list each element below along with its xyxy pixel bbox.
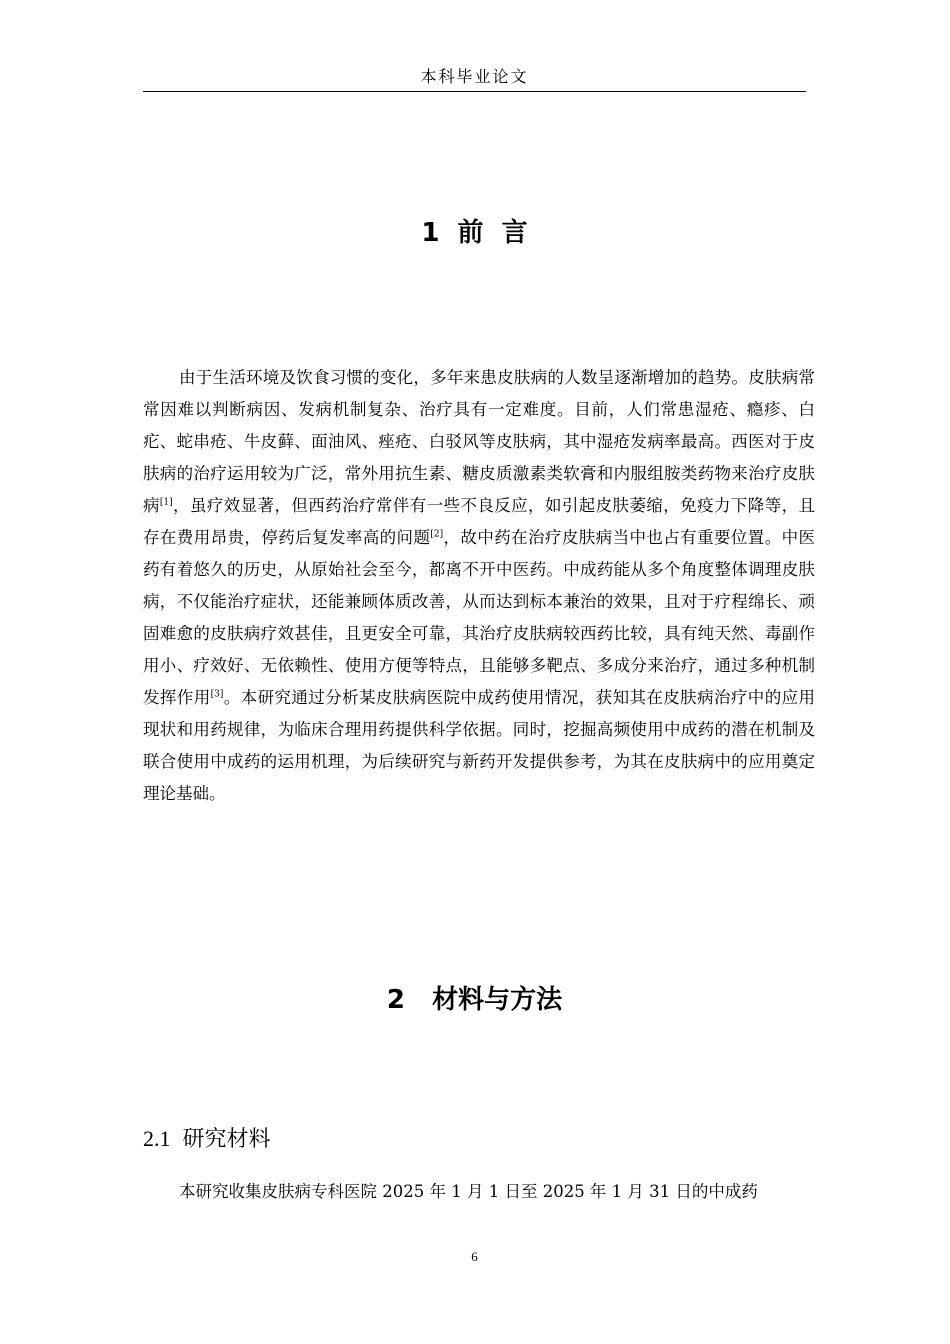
citation-2[interactable]: [2] — [430, 529, 444, 540]
citation-1[interactable]: [1] — [159, 497, 173, 508]
intro-text-1: 由于生活环境及饮食习惯的变化，多年来患皮肤病的人数呈逐渐增加的趋势。皮肤病常常因难以判断病因、发病机制复杂、治疗具有一定难度。目前，人们常患湿疮、瘾疹、白疕、蛇串疮、牛皮藓、面油风、痤疮、白驳风等皮肤病，其中湿疮发病率最高。西医对于皮肤病的治疗运用较为广泛，常外用抗生素、糖皮质激素类软膏和内服组胺类药物来治疗皮肤病 — [143, 368, 815, 515]
intro-paragraph — [143, 362, 815, 810]
intro-text-3: ，故中药在治疗皮肤病当中也占有重要位置。中医药有着悠久的历史，从原始社会至今，都离不开中医药。中成药能从多个角度整体调理皮肤病，不仅能治疗症状，还能兼顾体质改善，从而达到标本兼治的效果，且对于疗程绵长、顽固难愈的皮肤病疗效甚佳，且更安全可靠，其治疗皮肤病较西药比较，具有纯天然、毒副作用小、疗效好、无依赖性、使用方便等特点，且能够多靶点、多成分来治疗，通过多种机制发挥作用 — [143, 528, 816, 707]
section-number: 2.1 — [143, 1126, 171, 1151]
running-header: 本科毕业论文 — [420, 67, 529, 86]
section-2-1-paragraph: 本研究收集皮肤病专科医院 2025 年 1 月 1 日至 2025 年 1 月 31 日的中成药 — [179, 1182, 758, 1201]
page-number: 6 — [471, 1249, 478, 1264]
intro-text-4: 。本研究通过分析某皮肤病医院中成药使用情况，获知其在皮肤病治疗中的应用现状和用药规律，为临床合理用药提供科学依据。同时，挖掘高频使用中成药的潜在机制及联合使用中成药的运用机理，为后续研究与新药开发提供参考，为其在皮肤病中的应用奠定理论基础。 — [143, 688, 816, 803]
header-rule — [143, 91, 806, 92]
intro-text-2: ，虽疗效显著，但西药治疗常伴有一些不良反应，如引起皮肤萎缩，免疫力下降等，且存在费用昂贵，停药后复发率高的问题 — [143, 496, 816, 547]
section-title: 研究材料 — [182, 1127, 271, 1152]
chapter-2-title: 2 材料与方法 — [386, 985, 563, 1015]
section-2-1-heading — [143, 1124, 806, 1155]
citation-3[interactable]: [3] — [210, 689, 224, 700]
chapter-1-title: 1 前 言 — [421, 218, 528, 248]
